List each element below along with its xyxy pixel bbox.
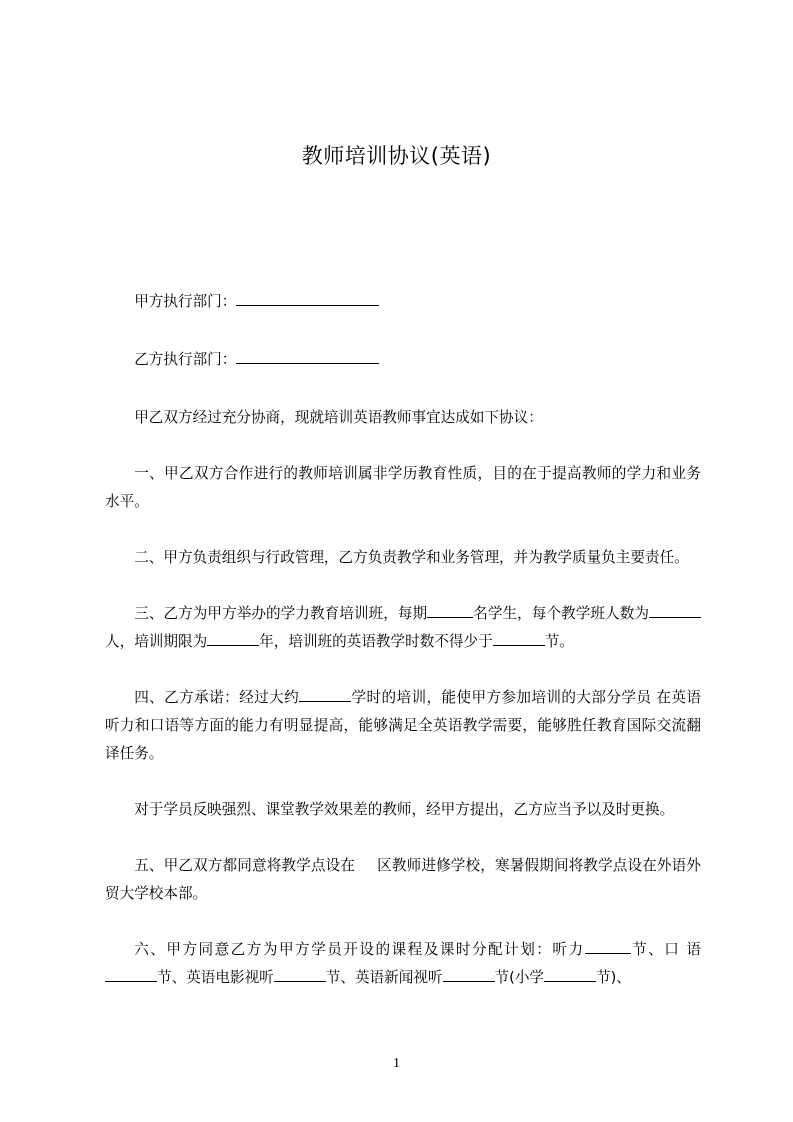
hours-blank	[493, 629, 545, 646]
clause-6-text: 节)、	[596, 969, 631, 986]
clause-6	[105, 936, 701, 992]
clause-3	[105, 600, 701, 656]
clause-3-text: 年，培训班的英语教学时数不得少于	[259, 633, 493, 650]
party-b-label: 乙方执行部门：	[134, 351, 237, 368]
clause-4-note: 对于学员反映强烈、课堂教学效果差的教师，经甲方提出，乙方应当予以及时更换。	[134, 801, 675, 818]
document-title: 教师培训协议(英语)	[301, 144, 492, 168]
duration-blank	[207, 629, 259, 646]
clause-3-text: 名学生，每个教学班人数为	[473, 605, 649, 622]
class-size-blank	[649, 601, 701, 618]
clause-5	[105, 852, 701, 908]
clause-4-text: 四、乙方承诺：经过大约	[134, 689, 300, 706]
document-body	[105, 288, 701, 1020]
clause-5-text: 区教师进修学校，寒暑假期间将教学点设在外语外贸大学校本部。	[105, 857, 701, 902]
study-hours-blank	[299, 685, 351, 702]
primary-blank	[544, 965, 596, 982]
movie-blank	[274, 965, 326, 982]
party-a-line	[105, 288, 701, 316]
students-blank	[427, 601, 473, 618]
party-a-blank	[236, 289, 379, 306]
district-gap	[355, 854, 377, 870]
clause-4	[105, 684, 701, 768]
clause-4-text: 学时的培训，能使甲方参加培训的大部分学员 在英语听力和口语等方面的能力有明显提高，能够满足全英语教学需要，能够胜任教育国际交流翻译任务。	[105, 689, 701, 762]
clause-6-text: 节、口 语	[630, 941, 701, 958]
party-b-blank	[236, 347, 379, 364]
page-number: 1	[393, 1056, 400, 1071]
clause-2: 二、甲方负责组织与行政管理，乙方负责教学和业务管理，并为教学质量负主要责任。	[134, 549, 689, 566]
news-blank	[443, 965, 495, 982]
clause-5-text: 五、甲乙双方都同意将教学点设在	[134, 857, 356, 874]
clause-3-text: 三、乙方为甲方举办的学力教育培训班，每期	[134, 605, 428, 622]
party-a-label: 甲方执行部门：	[134, 293, 237, 310]
clause-6-text: 节、英语电影视听	[157, 969, 274, 986]
clause-1: 一、甲乙双方合作进行的教师培训属非学历教育性质，目的在于提高教师的学力和业务水平。	[105, 465, 701, 510]
clause-6-text: 节(小学	[494, 969, 545, 986]
clause-3-text: 人，培训期限为	[105, 633, 208, 650]
party-b-line	[105, 346, 701, 374]
clause-6-text: 节、英语新闻视听	[325, 969, 443, 986]
listening-blank	[585, 937, 631, 954]
oral-blank	[105, 965, 157, 982]
intro-paragraph: 甲乙双方经过充分协商，现就培训英语教师事宜达成如下协议：	[134, 409, 543, 426]
clause-6-text: 六、甲方同意乙方为甲方学员开设的课程及课时分配计划：听力	[134, 941, 585, 958]
clause-3-text: 节。	[544, 633, 574, 650]
